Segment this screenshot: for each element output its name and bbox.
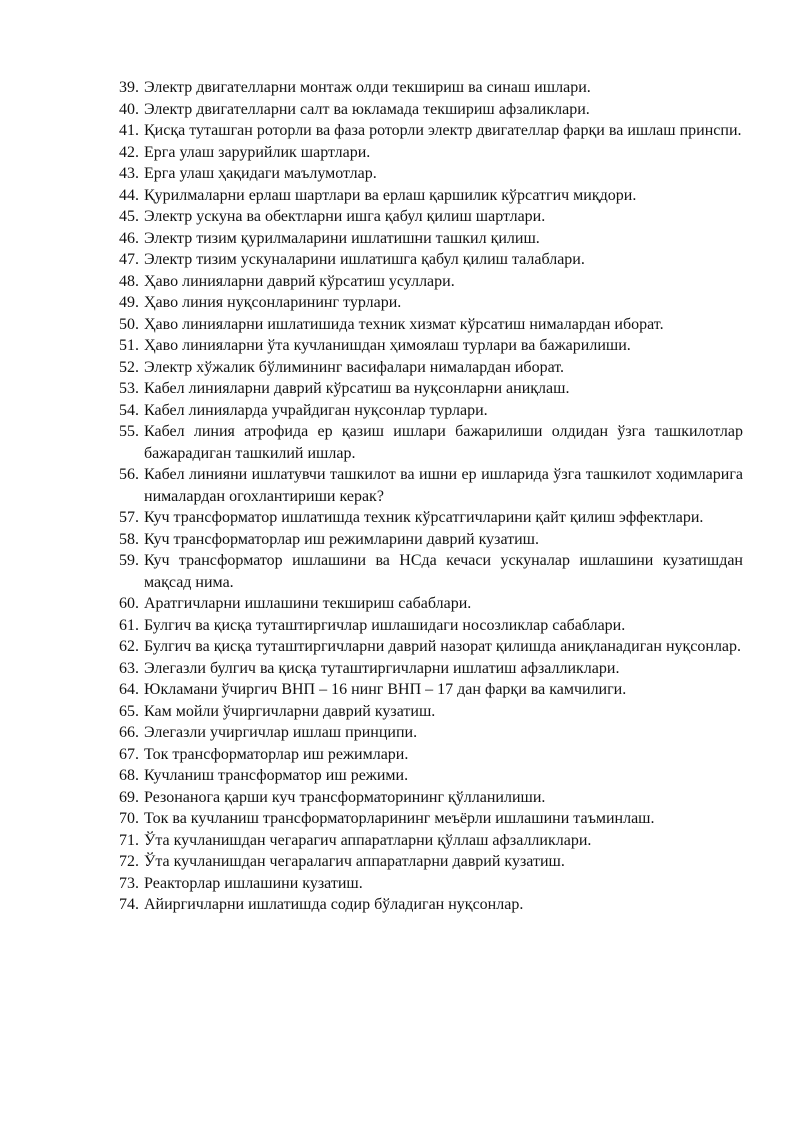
item-text: Айиргичларни ишлатишда содир бўладиган нуқсонлар.: [144, 896, 524, 913]
item-text: Элегазли учиргичлар ишлаш принципи.: [144, 724, 418, 741]
item-number: 49.: [119, 294, 139, 311]
question-list: [119, 77, 743, 916]
list-item: [119, 77, 743, 99]
item-text: Ток трансформаторлар иш режимлари.: [144, 745, 409, 763]
item-text: Электр тизим қурилмаларини ишлатишни ташкил қилиш.: [144, 229, 540, 247]
item-number: 64.: [119, 681, 139, 698]
item-text: Кабел линияни ишлатувчи ташкилот ва ишни ер ишларида ўзга ташкилот ходимларига нималардан огохлантириши керак?: [144, 466, 743, 505]
item-number: 52.: [119, 358, 139, 376]
list-item: [119, 787, 743, 809]
list-item: [119, 357, 743, 379]
list-item: [119, 507, 743, 529]
list-item: [119, 830, 743, 852]
item-number: 50.: [119, 315, 139, 333]
list-item: [119, 851, 743, 873]
item-text: Қурилмаларни ерлаш шартлари ва ерлаш қаршилик кўрсатгич миқдори.: [144, 186, 637, 204]
item-text: Аратгичларни ишлашини текшириш сабаблари.: [144, 595, 472, 612]
item-number: 59.: [119, 552, 139, 569]
item-number: 39.: [119, 79, 139, 96]
list-item: [119, 593, 743, 615]
item-text: Куч трансформатор ишлашини ва НСда кечаси ускуналар ишлашини кузатишдан мақсад нима.: [144, 552, 743, 591]
list-item: [119, 636, 743, 658]
item-text: Куч трансформатор ишлатишда техник кўрсатгичларини қайт қилиш эффектлари.: [144, 509, 704, 526]
item-text: Кабел линия атрофида ер қазиш ишлари бажарилиши олдидан ўзга ташкилотлар бажарадиган ташкилий ишлар.: [144, 423, 743, 462]
list-item: [119, 400, 743, 422]
item-number: 63.: [119, 659, 139, 677]
item-text: Реакторлар ишлашини кузатиш.: [144, 874, 363, 892]
list-item: [119, 550, 743, 593]
item-number: 73.: [119, 874, 139, 892]
list-item: [119, 228, 743, 250]
list-item: [119, 314, 743, 336]
item-text: Ўта кучланишдан чегаралагич аппаратларни даврий кузатиш.: [144, 853, 565, 870]
item-text: Электр тизим ускуналарини ишлатишга қабул қилиш талаблари.: [144, 251, 585, 268]
item-number: 48.: [119, 272, 139, 290]
item-number: 61.: [119, 616, 139, 634]
list-item: [119, 894, 743, 916]
item-number: 51.: [119, 337, 139, 354]
item-number: 54.: [119, 401, 139, 419]
list-item: [119, 335, 743, 357]
item-number: 40.: [119, 100, 139, 118]
item-number: 41.: [119, 122, 139, 139]
item-text: Кучланиш трансформатор иш режими.: [144, 767, 409, 784]
item-text: Электр двигателларни салт ва юкламада текшириш афзаликлари.: [144, 100, 590, 118]
item-text: Электр двигателларни монтаж олди текшириш ва синаш ишлари.: [144, 79, 591, 96]
item-text: Булгич ва қисқа туташтиргичларни даврий назорат қилишда аниқланадиган нуқсонлар.: [144, 638, 742, 655]
item-number: 55.: [119, 423, 139, 440]
item-text: Қисқа туташган роторли ва фаза роторли электр двигателлар фарқи ва ишлаш принспи.: [144, 122, 742, 139]
list-item: [119, 464, 743, 507]
list-item: [119, 142, 743, 164]
list-item: [119, 292, 743, 314]
item-number: 67.: [119, 745, 139, 763]
item-text: Ҳаво линия нуқсонларининг турлари.: [144, 294, 402, 311]
item-text: Резонанога қарши куч трансформаторининг қўлланилиши.: [144, 788, 546, 806]
list-item: [119, 206, 743, 228]
list-item: [119, 421, 743, 464]
list-item: [119, 873, 743, 895]
item-text: Ҳаво линияларни ишлатишида техник хизмат кўрсатиш нималардан иборат.: [144, 315, 664, 333]
item-number: 60.: [119, 595, 139, 612]
item-number: 71.: [119, 831, 139, 849]
list-item: [119, 615, 743, 637]
item-text: Ўта кучланишдан чегарагич аппаратларни қўллаш афзалликлари.: [144, 831, 592, 849]
item-text: Кабел линияларни даврий кўрсатиш ва нуқсонларни аниқлаш.: [144, 380, 570, 397]
item-number: 44.: [119, 186, 139, 204]
list-item: [119, 271, 743, 293]
item-number: 45.: [119, 208, 139, 225]
list-item: [119, 744, 743, 766]
list-item: [119, 249, 743, 271]
item-text: Юкламани ўчиргич ВНП – 16 нинг ВНП – 17 дан фарқи ва камчилиги.: [144, 681, 627, 698]
item-text: Ҳаво линияларни ўта кучланишдан ҳимоялаш турлари ва бажарилиши.: [144, 337, 631, 354]
item-number: 53.: [119, 380, 139, 397]
item-text: Куч трансформаторлар иш режимларини даврий кузатиш.: [144, 530, 539, 548]
list-item: [119, 378, 743, 400]
list-item: [119, 529, 743, 551]
item-text: Кам мойли ўчиргичларни даврий кузатиш.: [144, 702, 436, 720]
item-text: Ерга улаш зарурийлик шартлари.: [144, 143, 371, 161]
item-number: 57.: [119, 509, 139, 526]
item-text: Булгич ва қисқа туташтиргичлар ишлашидаги носозликлар сабаблари.: [144, 616, 626, 634]
item-text: Элегазли булгич ва қисқа туташтиргичларни ишлатиш афзалликлари.: [144, 659, 620, 677]
item-number: 69.: [119, 788, 139, 806]
item-text: Ерга улаш ҳақидаги маълумотлар.: [144, 165, 377, 182]
item-number: 58.: [119, 530, 139, 548]
item-text: Ҳаво линияларни даврий кўрсатиш усуллари.: [144, 272, 455, 290]
item-number: 66.: [119, 724, 139, 741]
item-number: 47.: [119, 251, 139, 268]
list-item: [119, 120, 743, 142]
item-number: 72.: [119, 853, 139, 870]
list-item: [119, 722, 743, 744]
item-text: Электр хўжалик бўлимининг васифалари нималардан иборат.: [144, 358, 565, 376]
item-number: 62.: [119, 638, 139, 655]
item-number: 65.: [119, 702, 139, 720]
list-item: [119, 99, 743, 121]
list-item: [119, 679, 743, 701]
item-number: 42.: [119, 143, 139, 161]
list-item: [119, 658, 743, 680]
item-text: Ток ва кучланиш трансформаторларининг меъёрли ишлашини таъминлаш.: [144, 810, 655, 827]
item-number: 43.: [119, 165, 139, 182]
item-number: 56.: [119, 466, 139, 483]
list-item: [119, 808, 743, 830]
list-item: [119, 185, 743, 207]
item-number: 70.: [119, 810, 139, 827]
list-item: [119, 163, 743, 185]
item-number: 46.: [119, 229, 139, 247]
item-text: Электр ускуна ва обектларни ишга қабул қилиш шартлари.: [144, 208, 546, 225]
document-page: [119, 77, 743, 916]
item-number: 74.: [119, 896, 139, 913]
list-item: [119, 701, 743, 723]
item-text: Кабел линияларда учрайдиган нуқсонлар турлари.: [144, 401, 488, 419]
list-item: [119, 765, 743, 787]
item-number: 68.: [119, 767, 139, 784]
